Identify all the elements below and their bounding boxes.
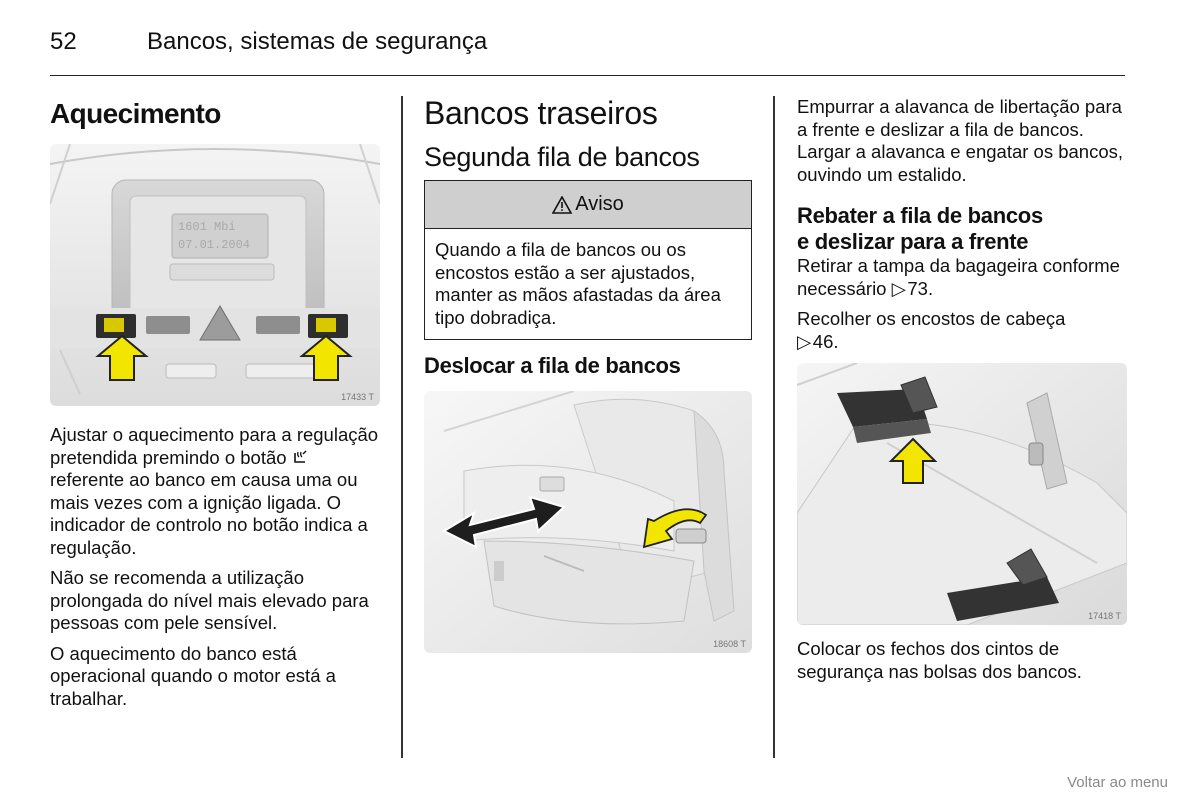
chapter-title: Bancos, sistemas de segurança — [147, 28, 488, 55]
warning-header — [425, 181, 751, 229]
warning-box — [424, 180, 752, 340]
page-ref-arrow-icon: ▷ — [891, 277, 906, 299]
column-divider — [401, 96, 403, 758]
back-to-menu-link[interactable]: Voltar ao menu — [1067, 774, 1168, 791]
column-fold-seats — [797, 96, 1127, 683]
svg-text:07.01.2004: 07.01.2004 — [178, 238, 251, 252]
column-divider — [773, 96, 775, 758]
figure-code: 17418 T — [1088, 611, 1121, 621]
subsection-heading: Deslocar a fila de bancos — [424, 353, 681, 378]
paragraph-heating-operation: O aquecimento do banco está operacional quando o motor está a trabalhar. — [50, 642, 336, 709]
seat-fold-illustration — [797, 363, 1127, 625]
page-number: 52 — [50, 28, 77, 55]
page-ref-arrow-icon: ▷ — [797, 330, 812, 352]
svg-text:1601 Mbi: 1601 Mbi — [178, 220, 236, 234]
dashboard-illustration — [50, 144, 380, 406]
paragraph-seatbelt-buckles: Colocar os fechos dos cintos de segurança nas bolsas dos bancos. — [797, 638, 1082, 682]
paragraph-heating-instructions: Ajustar o aquecimento para a regulação pretendida premindo o botão referente ao banco em causa uma ou mais vezes com a ignição ligada. O indicador de controlo no botão indica a regulação. — [50, 424, 379, 558]
paragraph-headrests: Recolher os encostos de cabeça ▷ 46. — [797, 308, 1066, 352]
page-ref-link[interactable]: 73. — [907, 277, 934, 299]
page-ref-link[interactable]: 46. — [812, 330, 839, 352]
paragraph-remove-cover: Retirar a tampa da bagageira conforme necessário ▷ 73. — [797, 255, 1120, 299]
seat-slide-illustration — [424, 391, 752, 653]
seat-heating-icon — [292, 449, 308, 465]
subsection-heading: Segunda fila de bancos — [424, 142, 700, 172]
warning-title: Aviso — [575, 193, 624, 215]
figure-code: 17433 T — [341, 392, 374, 402]
figure-heating-buttons — [50, 144, 380, 406]
column-rear-seats — [424, 96, 752, 653]
paragraph-slide-instructions: Empurrar a alavanca de libertação para a frente e deslizar a fila de bancos. Largar a alavanca e engatar os bancos, ouvindo um estalido. — [797, 96, 1124, 185]
figure-fold-seats — [797, 363, 1127, 625]
column-heating — [50, 96, 380, 710]
section-heading: Bancos traseiros — [424, 95, 658, 131]
page-header — [50, 24, 1125, 76]
section-heading: Aquecimento — [50, 98, 221, 129]
figure-slide-seats — [424, 391, 752, 653]
warning-triangle-icon — [552, 196, 572, 214]
figure-code: 18608 T — [713, 639, 746, 649]
subsection-heading: Rebater a fila de bancos e deslizar para a frente — [797, 203, 1043, 254]
warning-text: Quando a fila de bancos ou os encostos estão a ser ajustados, manter as mãos afastadas da área tipo dobradiça. — [435, 239, 721, 328]
paragraph-heating-warning: Não se recomenda a utilização prolongada do nível mais elevado para pessoas com pele sensível. — [50, 567, 369, 633]
